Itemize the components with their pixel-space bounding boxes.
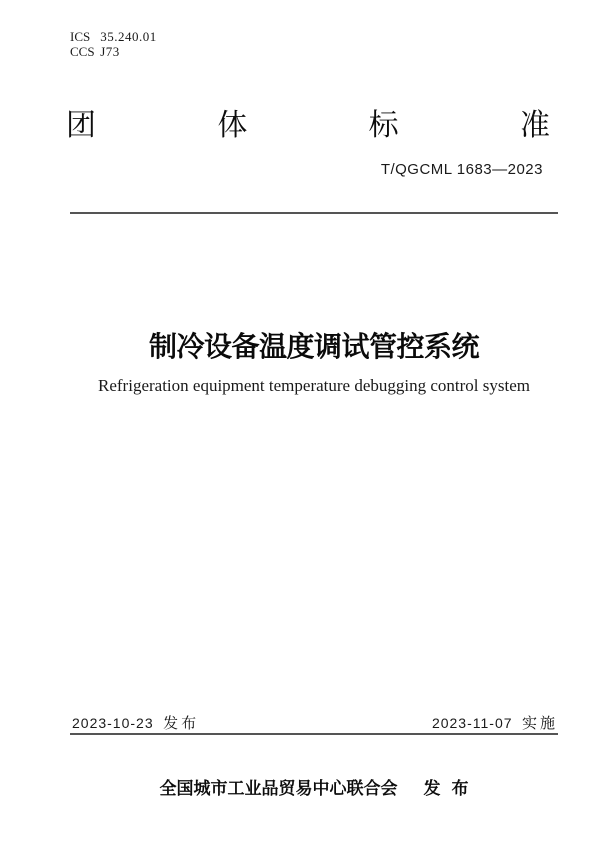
ics-value: 35.240.01: [100, 29, 157, 44]
dates-row: [70, 712, 558, 733]
implementation-date: 2023-11-07: [431, 715, 513, 731]
ics-label: ICS: [70, 29, 91, 44]
ics-code-line: [70, 29, 157, 44]
ccs-code-line: [70, 44, 157, 59]
main-title-en: Refrigeration equipment temperature debugging control system: [98, 376, 530, 395]
issue-date-group: [70, 712, 199, 733]
main-title-cn: 制冷设备温度调试管控系统: [148, 331, 479, 362]
classification-codes: [70, 29, 157, 59]
publish-label-char: 布: [451, 779, 469, 798]
issue-label: 发布: [163, 715, 200, 732]
top-rule: [70, 212, 558, 214]
standard-number: T/QGCML 1683—2023: [380, 161, 543, 178]
doc-type-headline: [66, 111, 550, 141]
issue-date: 2023-10-23: [72, 715, 154, 731]
ccs-label: CCS: [70, 44, 95, 59]
doc-type-char: 准: [519, 109, 550, 142]
doc-type-char: 团: [66, 109, 96, 142]
ccs-value: J73: [100, 44, 120, 59]
publisher-name: 全国城市工业品贸易中心联合会: [159, 779, 398, 798]
implementation-date-group: [432, 712, 558, 733]
bottom-rule: [70, 733, 558, 735]
implementation-label: 实施: [521, 715, 558, 732]
doc-type-char: 标: [368, 109, 399, 142]
doc-type-char: 体: [217, 109, 248, 142]
publisher-row: [70, 774, 558, 799]
publish-label-char: 发: [423, 779, 441, 798]
